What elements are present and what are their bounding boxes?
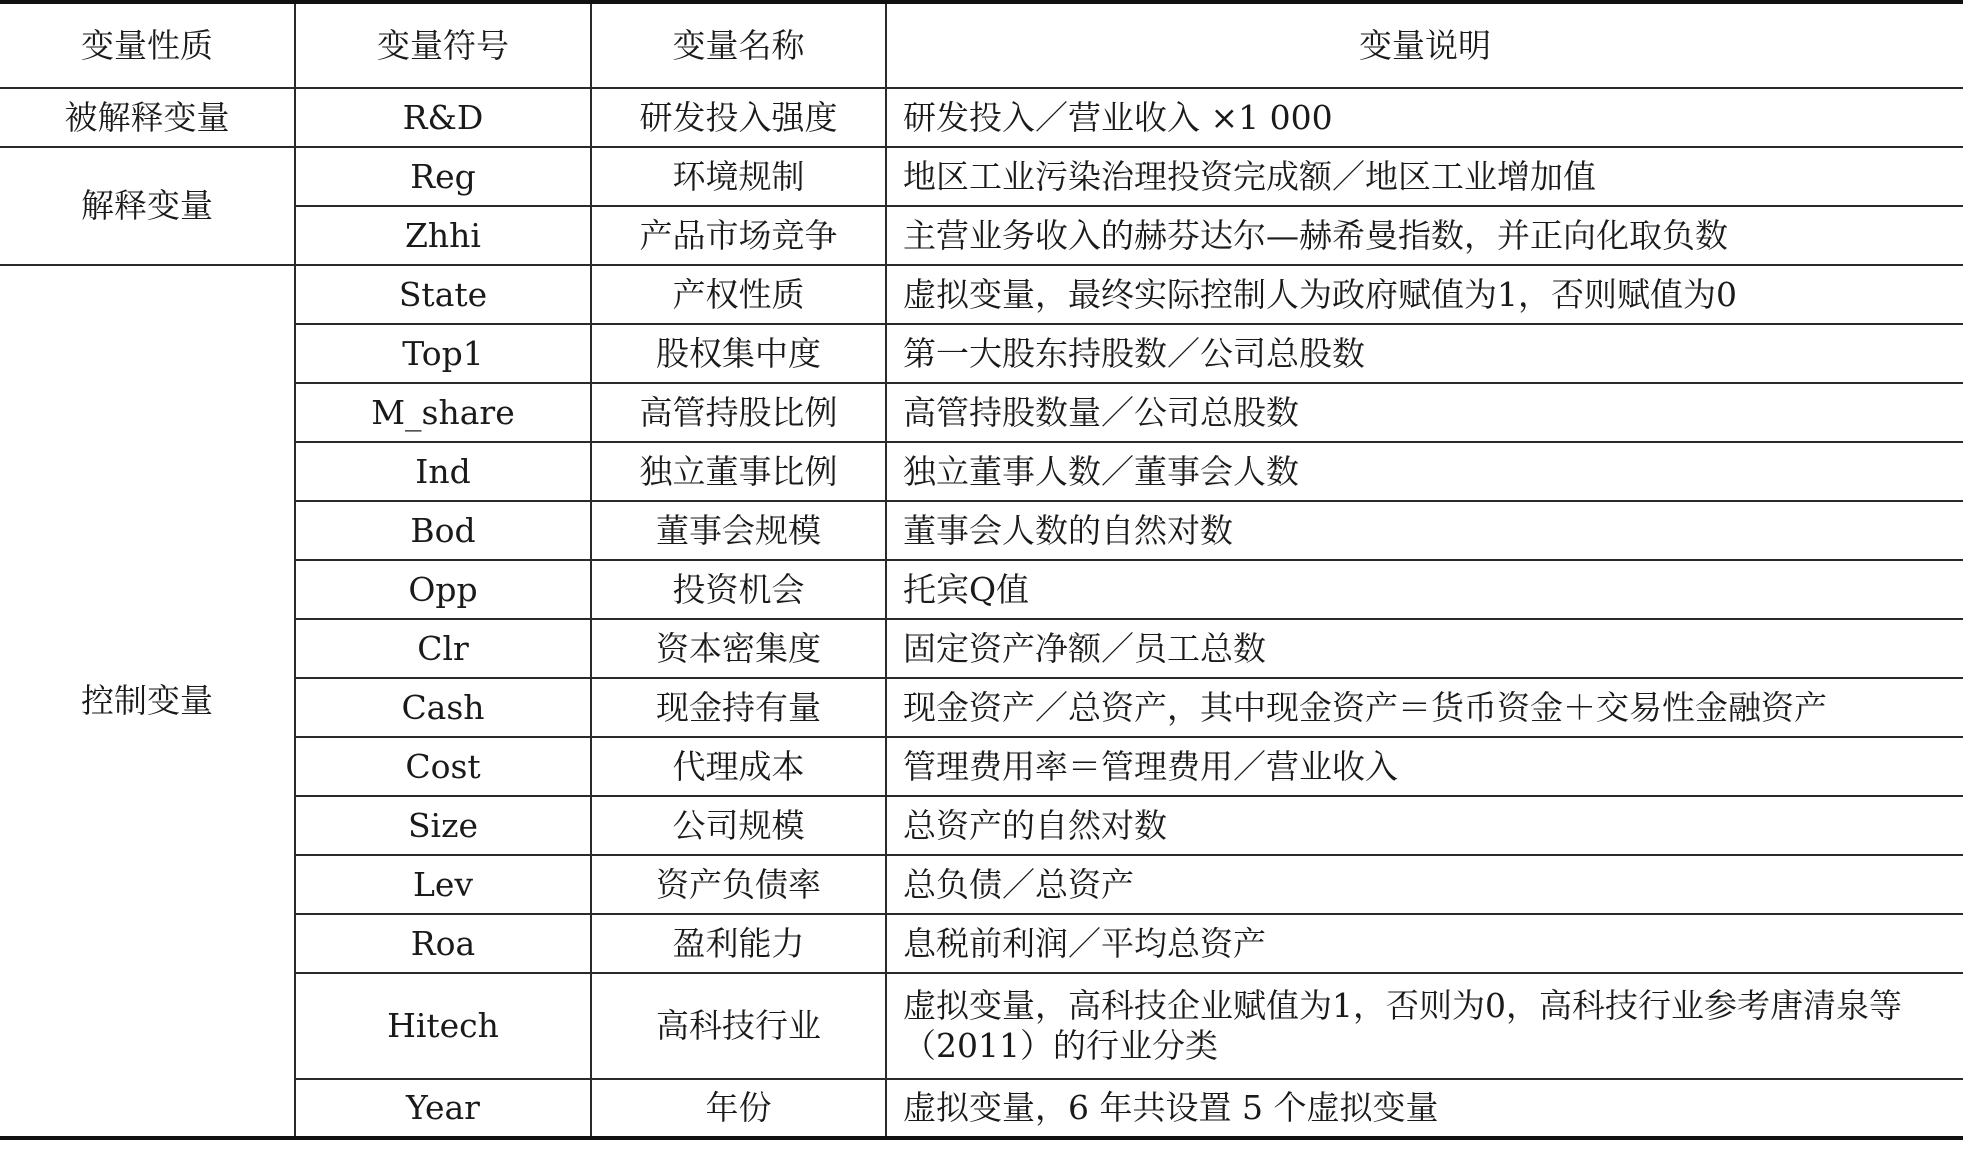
variable-name: 年份: [591, 1079, 886, 1138]
table-row: [0, 206, 1963, 265]
table-row: [0, 1079, 1963, 1138]
variable-name: 董事会规模: [591, 501, 886, 560]
variable-description: 总资产的自然对数: [886, 796, 1963, 855]
variable-name: 产权性质: [591, 265, 886, 324]
variable-name: 代理成本: [591, 737, 886, 796]
group-dependent-variable: 被解释变量: [0, 88, 295, 147]
variable-description: 固定资产净额／员工总数: [886, 619, 1963, 678]
variable-symbol: Year: [295, 1079, 591, 1138]
variable-name: 高管持股比例: [591, 383, 886, 442]
table-row: [0, 383, 1963, 442]
variable-symbol: Lev: [295, 855, 591, 914]
variable-symbol: Cash: [295, 678, 591, 737]
group-control-variable: 控制变量: [0, 265, 295, 1138]
variable-description: 虚拟变量，6 年共设置 5 个虚拟变量: [886, 1079, 1963, 1138]
variable-name: 环境规制: [591, 147, 886, 206]
variable-description: 虚拟变量，最终实际控制人为政府赋值为1，否则赋值为0: [886, 265, 1963, 324]
table-row: [0, 796, 1963, 855]
variable-symbol: Reg: [295, 147, 591, 206]
variable-description: 总负债／总资产: [886, 855, 1963, 914]
variable-name: 现金持有量: [591, 678, 886, 737]
variable-symbol: Ind: [295, 442, 591, 501]
variable-description: 第一大股东持股数／公司总股数: [886, 324, 1963, 383]
variable-description: 息税前利润／平均总资产: [886, 914, 1963, 973]
table-row: [0, 737, 1963, 796]
variable-description: 高管持股数量／公司总股数: [886, 383, 1963, 442]
variable-symbol: Zhhi: [295, 206, 591, 265]
variable-name: 盈利能力: [591, 914, 886, 973]
variable-description: 托宾Q值: [886, 560, 1963, 619]
variable-description: 主营业务收入的赫芬达尔—赫希曼指数，并正向化取负数: [886, 206, 1963, 265]
variable-symbol: Bod: [295, 501, 591, 560]
table-row: [0, 88, 1963, 147]
variable-symbol: Cost: [295, 737, 591, 796]
variable-name: 高科技行业: [591, 973, 886, 1079]
table-row: [0, 973, 1963, 1079]
variable-name: 研发投入强度: [591, 88, 886, 147]
table-row: [0, 678, 1963, 737]
variable-name: 产品市场竞争: [591, 206, 886, 265]
variable-symbol: Hitech: [295, 973, 591, 1079]
variable-symbol: Roa: [295, 914, 591, 973]
table-row: [0, 265, 1963, 324]
variable-description: 独立董事人数／董事会人数: [886, 442, 1963, 501]
table-row: [0, 324, 1963, 383]
group-explanatory-variable: 解释变量: [0, 147, 295, 265]
variable-symbol: State: [295, 265, 591, 324]
variable-description: 研发投入／营业收入 ×1 000: [886, 88, 1963, 147]
table-row: [0, 442, 1963, 501]
table-row: [0, 501, 1963, 560]
variable-description: 虚拟变量，高科技企业赋值为1，否则为0，高科技行业参考唐清泉等（2011）的行业分类: [886, 973, 1963, 1079]
variable-name: 资本密集度: [591, 619, 886, 678]
variable-description: 现金资产／总资产，其中现金资产＝货币资金＋交易性金融资产: [886, 678, 1963, 737]
variable-description: 地区工业污染治理投资完成额／地区工业增加值: [886, 147, 1963, 206]
variable-name: 独立董事比例: [591, 442, 886, 501]
variable-name: 股权集中度: [591, 324, 886, 383]
table-row: [0, 855, 1963, 914]
table-row: [0, 147, 1963, 206]
variable-symbol: R&D: [295, 88, 591, 147]
variable-name: 投资机会: [591, 560, 886, 619]
table-header-row: [0, 2, 1963, 88]
table-row: [0, 914, 1963, 973]
variable-symbol: Opp: [295, 560, 591, 619]
variable-name: 资产负债率: [591, 855, 886, 914]
table-row: [0, 560, 1963, 619]
table-row: [0, 619, 1963, 678]
header-variable-type: 变量性质: [0, 2, 295, 88]
header-variable-symbol: 变量符号: [295, 2, 591, 88]
variable-description: 管理费用率＝管理费用／营业收入: [886, 737, 1963, 796]
variable-description: 董事会人数的自然对数: [886, 501, 1963, 560]
variable-symbol: M_share: [295, 383, 591, 442]
header-variable-description: 变量说明: [886, 2, 1963, 88]
variable-symbol: Size: [295, 796, 591, 855]
variable-symbol: Clr: [295, 619, 591, 678]
variable-name: 公司规模: [591, 796, 886, 855]
header-variable-name: 变量名称: [591, 2, 886, 88]
variable-symbol: Top1: [295, 324, 591, 383]
